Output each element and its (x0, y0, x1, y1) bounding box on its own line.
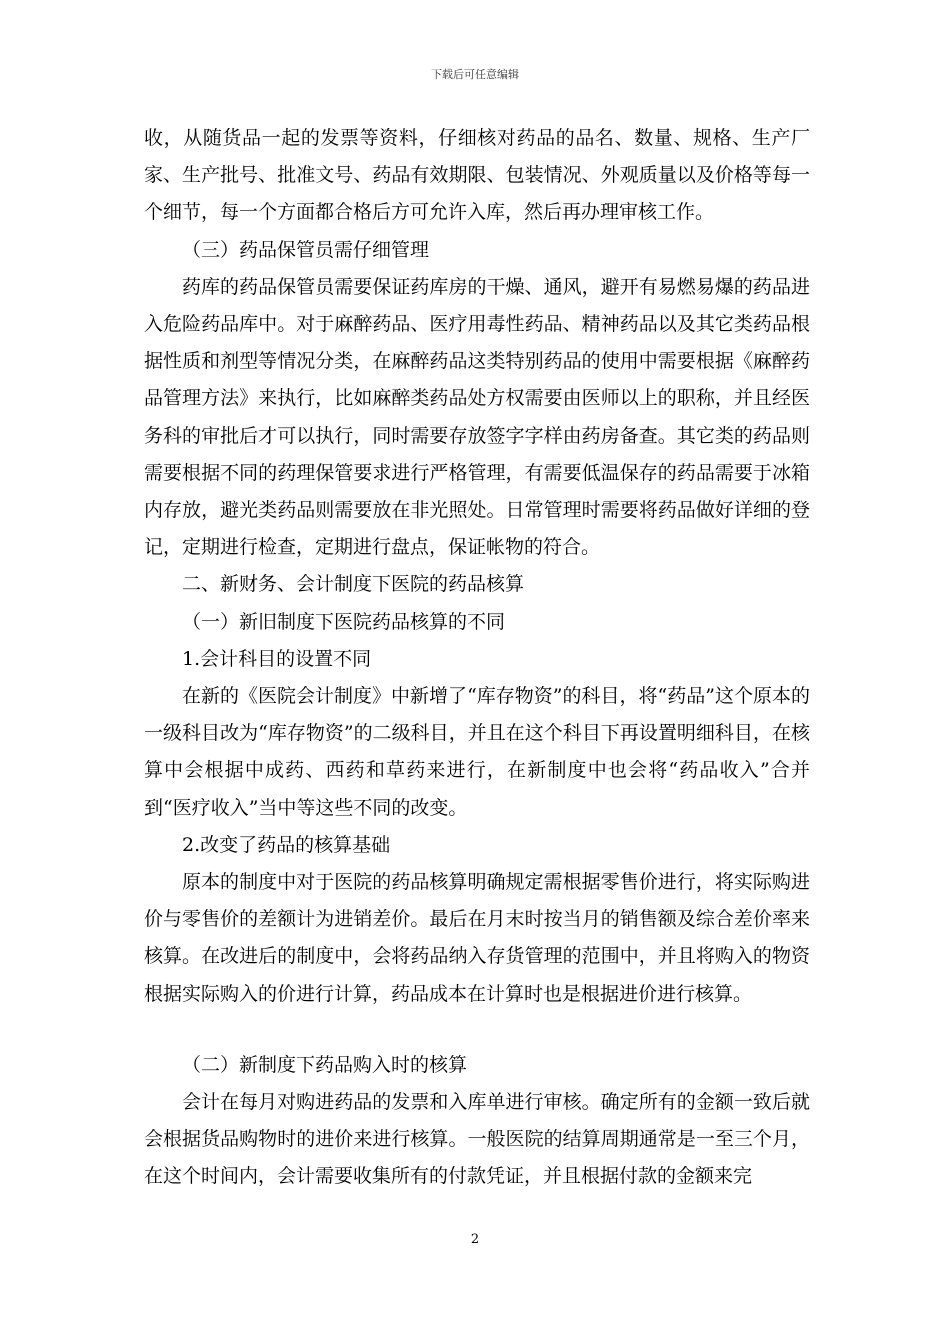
paragraph: 原本的制度中对于医院的药品核算明确规定需根据零售价进行，将实际购进价与零售价的差额计为进销差价。最后在月末时按当月的销售额及综合差价率来核算。在改进后的制度中，会将药品纳入存货管理的范围中，并且将购入的物资根据实际购入的价进行计算，药品成本在计算时也是根据进价进行核算。 (144, 871, 810, 1005)
document-body (144, 120, 810, 1196)
paragraph: 会计在每月对购进药品的发票和入库单进行审核。确定所有的金额一致后就会根据货品购物时的进价来进行核算。一般医院的结算周期通常是一至三个月，在这个时间内，会计需要收集所有的付款凭证，并且根据付款的金额来完 (144, 1091, 810, 1188)
paragraph: 在新的《医院会计制度》中新增了“库存物资”的科目，将“药品”这个原本的一级科目改为“库存物资”的二级科目，并且在这个科目下再设置明细科目，在核算中会根据中成药、西药和草药来进行，在新制度中也会将“药品收入”合并到“医疗收入”当中等这些不同的改变。 (144, 685, 810, 819)
section-heading: （三）药品保管员需仔细管理 (182, 238, 430, 261)
subsection-heading: （一）新旧制度下医院药品核算的不同 (182, 610, 506, 633)
section-heading: （二）新制度下药品购入时的核算 (182, 1053, 468, 1076)
subsection-heading: 2.改变了药品的核算基础 (182, 833, 391, 856)
subsection-heading: 1.会计科目的设置不同 (182, 647, 372, 670)
paragraph-continuation: 收，从随货品一起的发票等资料，仔细核对药品的品名、数量、规格、生产厂家、生产批号、批准文号、药品有效期限、包装情况、外观质量以及价格等每一个细节，每一个方面都合格后方可允许入库，然后再办理审核工作。 (144, 127, 810, 224)
page-header: 下载后可任意编辑 (431, 68, 519, 81)
section-heading: 二、新财务、会计制度下医院的药品核算 (182, 573, 525, 596)
page-number: 2 (470, 1232, 480, 1247)
paragraph: 药库的药品保管员需要保证药库房的干燥、通风，避开有易燃易爆的药品进入危险药品库中。对于麻醉药品、医疗用毒性药品、精神药品以及其它类药品根据性质和剂型等情况分类，在麻醉药品这类特别药品的使用中需要根据《麻醉药品管理方法》来执行，比如麻醉类药品处方权需要由医师以上的职称，并且经医务科的审批后才可以执行，同时需要存放签字字样由药房备查。其它类的药品则需要根据不同的药理保管要求进行严格管理，有需要低温保存的药品需要于冰箱内存放，避光类药品则需要放在非光照处。日常管理时需要将药品做好详细的登记，定期进行检查，定期进行盘点，保证帐物的符合。 (144, 275, 810, 559)
